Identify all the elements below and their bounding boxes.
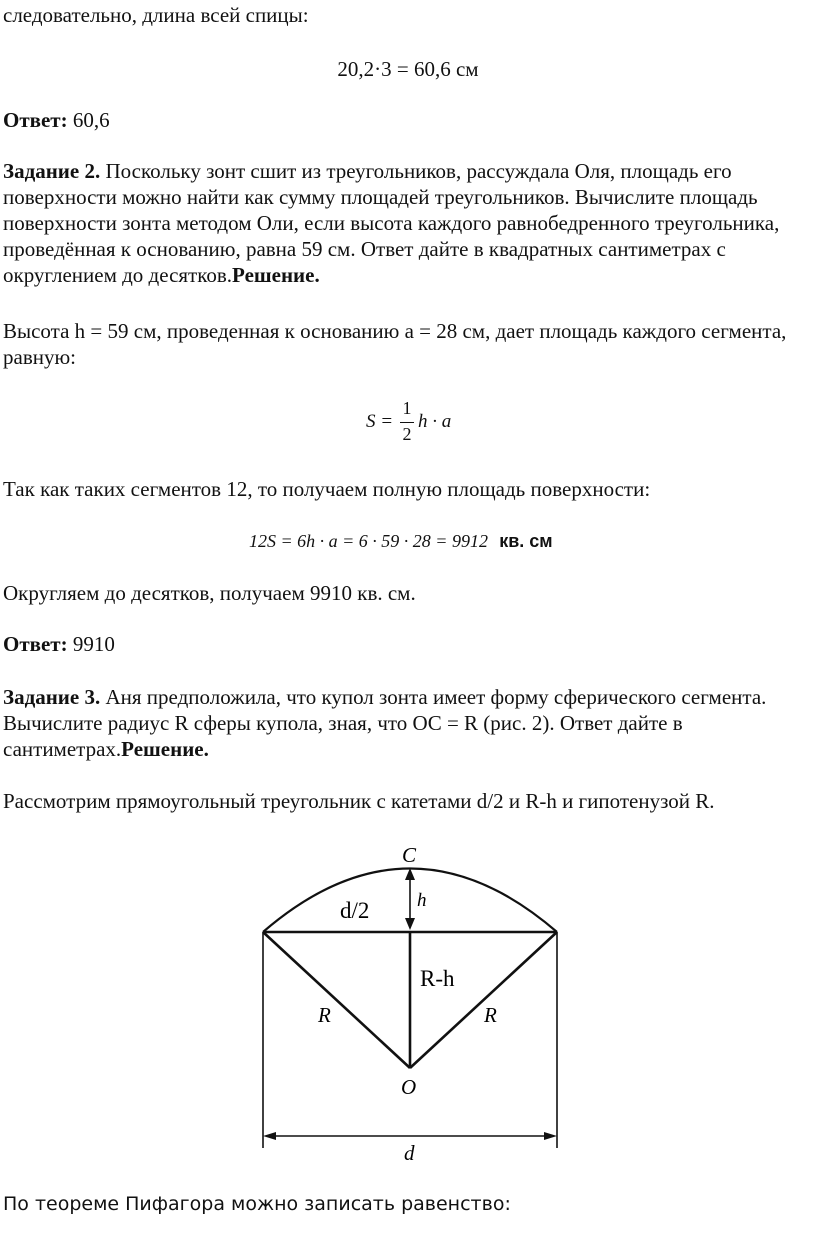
label-d-half: d/2 bbox=[340, 898, 370, 923]
formula-total-unit: кв. см bbox=[499, 531, 553, 551]
intro-line: следовательно, длина всей спицы: bbox=[3, 3, 309, 27]
formula-spoke-length: 20,2·3 = 60,6 см bbox=[337, 57, 479, 81]
radius-right bbox=[410, 932, 557, 1068]
answer-label: Ответ: bbox=[3, 108, 68, 132]
task-2-solution-label: Решение. bbox=[232, 263, 320, 287]
radius-left bbox=[263, 932, 410, 1068]
segments-paragraph: Так как таких сегментов 12, то получаем полную площадь поверхности: bbox=[3, 477, 651, 501]
h-arrow-head-up bbox=[405, 868, 415, 880]
formula-denominator: 2 bbox=[402, 424, 412, 444]
task-3-label: Задание 3. bbox=[3, 685, 101, 709]
formula-rhs: h · a bbox=[418, 411, 452, 432]
formula-numerator: 1 bbox=[402, 398, 412, 418]
pythagoras-paragraph: По теореме Пифагора можно записать равенство: bbox=[3, 1193, 511, 1215]
rounding-paragraph: Округляем до десятков, получаем 9910 кв. см. bbox=[3, 581, 416, 605]
task-2-text: Поскольку зонт сшит из треугольников, рассуждала Оля, площадь его поверхности можно найти как сумму площадей треугольников. Вычислите площадь поверхности зонта методом Оли, если высота каждого равнобедренного треугольника, проведённая к основанию, равна 59 см. Ответ дайте в квадратных сантиметрах с округлением до десятков. bbox=[3, 159, 780, 287]
task-2-label: Задание 2. bbox=[3, 159, 101, 183]
h-arrow-head-down bbox=[405, 918, 415, 930]
formula-lhs: S = bbox=[366, 411, 394, 432]
formula-total-expr: 12S = 6h · a = 6 · 59 · 28 = 9912 bbox=[249, 531, 488, 551]
label-r-minus-h: R-h bbox=[420, 966, 455, 991]
label-d: d bbox=[404, 1141, 415, 1165]
label-c: C bbox=[402, 843, 417, 867]
label-o: O bbox=[401, 1075, 417, 1099]
label-r-right: R bbox=[484, 1003, 497, 1027]
d-arrow-head-left bbox=[263, 1132, 276, 1140]
height-paragraph: Высота h = 59 см, проведенная к основанию a = 28 см, дает площадь каждого сегмента, равную: bbox=[3, 319, 787, 369]
d-arrow-head-right bbox=[544, 1132, 557, 1140]
answer-2-label: Ответ: bbox=[3, 632, 68, 656]
task-3-text: Аня предположила, что купол зонта имеет форму сферического сегмента. Вычислите радиус R сферы купола, зная, что OC = R (рис. 2). Ответ дайте в сантиметрах. bbox=[3, 685, 767, 761]
answer-value: 60,6 bbox=[67, 108, 110, 132]
label-r-left: R bbox=[318, 1003, 331, 1027]
answer-2-value: 9910 bbox=[67, 632, 115, 656]
task-3-solution-label: Решение. bbox=[121, 737, 209, 761]
label-h: h bbox=[417, 890, 427, 911]
triangle-paragraph: Рассмотрим прямоугольный треугольник с катетами d/2 и R-h и гипотенузой R. bbox=[3, 789, 715, 813]
